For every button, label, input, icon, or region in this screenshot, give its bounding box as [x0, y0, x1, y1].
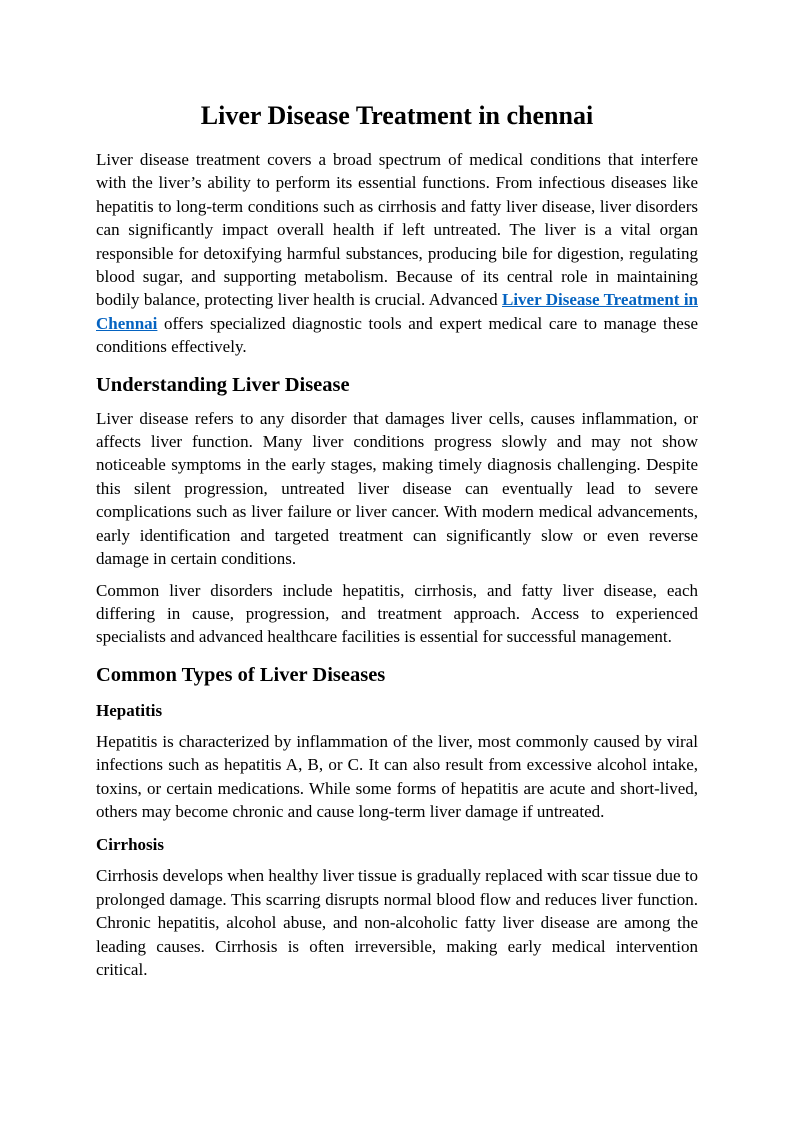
- intro-text-after: offers specialized diagnostic tools and expert medical care to manage these conditions effectively.: [96, 313, 698, 357]
- understanding-paragraph-1: Liver disease refers to any disorder that damages liver cells, causes inflammation, or affects liver function. Many liver conditions progress slowly and may not show noticeable symptoms in the early stages, making timely diagnosis challenging. Despite this silent progression, untreated liver disease can eventually lead to severe complications such as liver failure or liver cancer. With modern medical advancements, early identification and targeted treatment can significantly slow or even reverse damage in certain conditions.: [96, 408, 698, 569]
- section-heading-types: Common Types of Liver Diseases: [96, 663, 386, 686]
- section-heading-understanding: Understanding Liver Disease: [96, 373, 350, 396]
- subheading-cirrhosis: Cirrhosis: [96, 835, 164, 855]
- cirrhosis-paragraph: Cirrhosis develops when healthy liver tissue is gradually replaced with scar tissue due to prolonged damage. This scarring disrupts normal blood flow and reduces liver function. Chronic hepatitis, alcohol abuse, and non-alcoholic fatty liver disease are among the leading causes. Cirrhosis is often irreversible, making early medical intervention critical.: [96, 866, 698, 979]
- page-title: Liver Disease Treatment in chennai: [200, 101, 594, 130]
- hepatitis-paragraph: Hepatitis is characterized by inflammation of the liver, most commonly caused by viral infections such as hepatitis A, B, or C. It can also result from excessive alcohol intake, toxins, or certain medications. While some forms of hepatitis are acute and short-lived, others may become chronic and cause long-term liver damage if untreated.: [96, 731, 698, 821]
- understanding-paragraph-2: Common liver disorders include hepatitis, cirrhosis, and fatty liver disease, each differing in cause, progression, and treatment approach. Access to experienced specialists and advanced healthcare facilities is essential for successful management.: [96, 580, 698, 647]
- intro-paragraph: [96, 148, 698, 359]
- intro-text-before: Liver disease treatment covers a broad spectrum of medical conditions that interfere with the liver’s ability to perform its essential functions. From infectious diseases like hepatitis to long-term conditions such as cirrhosis and fatty liver disease, liver disorders can significantly impact overall health if left untreated. The liver is a vital organ responsible for detoxifying harmful substances, producing bile for digestion, regulating blood sugar, and supporting metabolism. Because of its central role in maintaining bodily balance, protecting liver health is crucial. Advanced: [96, 150, 698, 310]
- treatment-link[interactable]: Liver Disease Treatment in Chennai: [96, 290, 698, 333]
- document-page: [96, 98, 698, 989]
- subheading-hepatitis: Hepatitis: [96, 700, 163, 720]
